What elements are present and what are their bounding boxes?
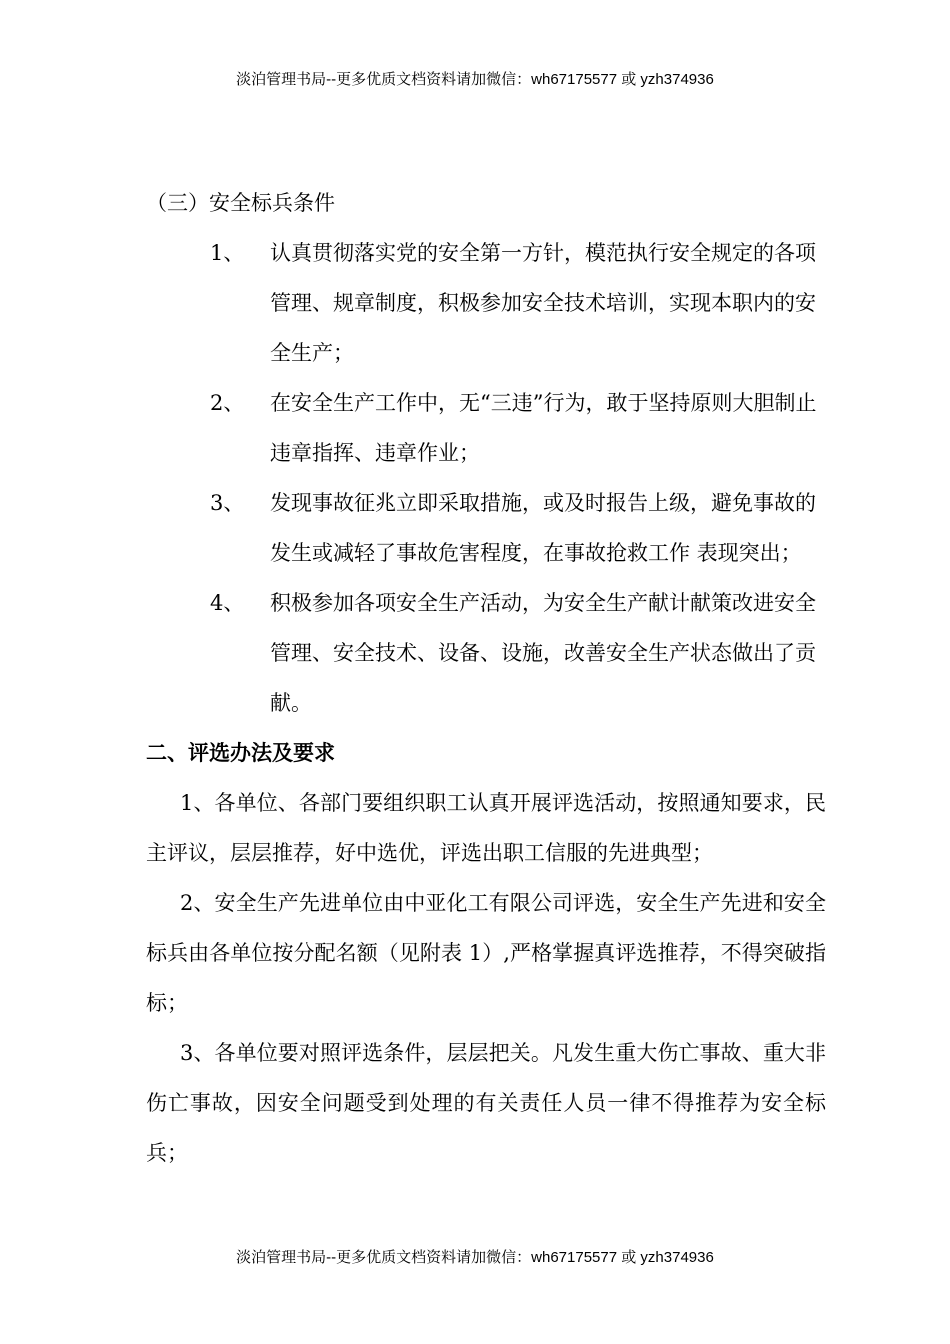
- page-footer: 淡泊管理书局--更多优质文档资料请加微信：wh67175577 或 yzh374936: [236, 1249, 714, 1266]
- list-item-text: 发现事故征兆立即采取措施，或及时报告上级，避免事故的发生或减轻了事故危害程度，在事故抢救工作 表现突出；: [270, 491, 816, 565]
- document-body: [146, 178, 826, 1178]
- paragraph: 3、各单位要对照评选条件，层层把关。凡发生重大伤亡事故、重大非伤亡事故，因安全问题受到处理的有关责任人员一律不得推荐为安全标兵；: [146, 1041, 826, 1165]
- paragraph: 2、安全生产先进单位由中亚化工有限公司评选，安全生产先进和安全标兵由各单位按分配名额（见附表 1）,严格掌握真评选推荐，不得突破指标；: [146, 891, 826, 1015]
- list-item-number: 3、: [210, 491, 245, 515]
- list-item: [146, 578, 826, 728]
- section-heading: 二、评选办法及要求: [146, 741, 335, 765]
- paragraph: 1、各单位、各部门要组织职工认真开展评选活动，按照通知要求，民主评议，层层推荐，好中选优，评选出职工信服的先进典型；: [146, 791, 826, 865]
- list-item-text: 在安全生产工作中，无“三违”行为，敢于坚持原则大胆制止违章指挥、违章作业；: [270, 391, 817, 465]
- list-item-number: 4、: [210, 591, 245, 615]
- list-item: [146, 228, 826, 378]
- list-item-text: 认真贯彻落实党的安全第一方针，模范执行安全规定的各项管理、规章制度，积极参加安全技术培训，实现本职内的安全生产；: [270, 241, 816, 365]
- list-item-text: 积极参加各项安全生产活动，为安全生产献计献策改进安全管理、安全技术、设备、设施，改善安全生产状态做出了贡献。: [270, 591, 816, 715]
- list-item: [146, 378, 826, 478]
- page-header: 淡泊管理书局--更多优质文档资料请加微信：wh67175577 或 yzh374936: [236, 71, 714, 88]
- list-item: [146, 478, 826, 578]
- list-item-number: 1、: [210, 241, 245, 265]
- list-item-number: 2、: [210, 391, 245, 415]
- subsection-heading: （三）安全标兵条件: [146, 191, 335, 215]
